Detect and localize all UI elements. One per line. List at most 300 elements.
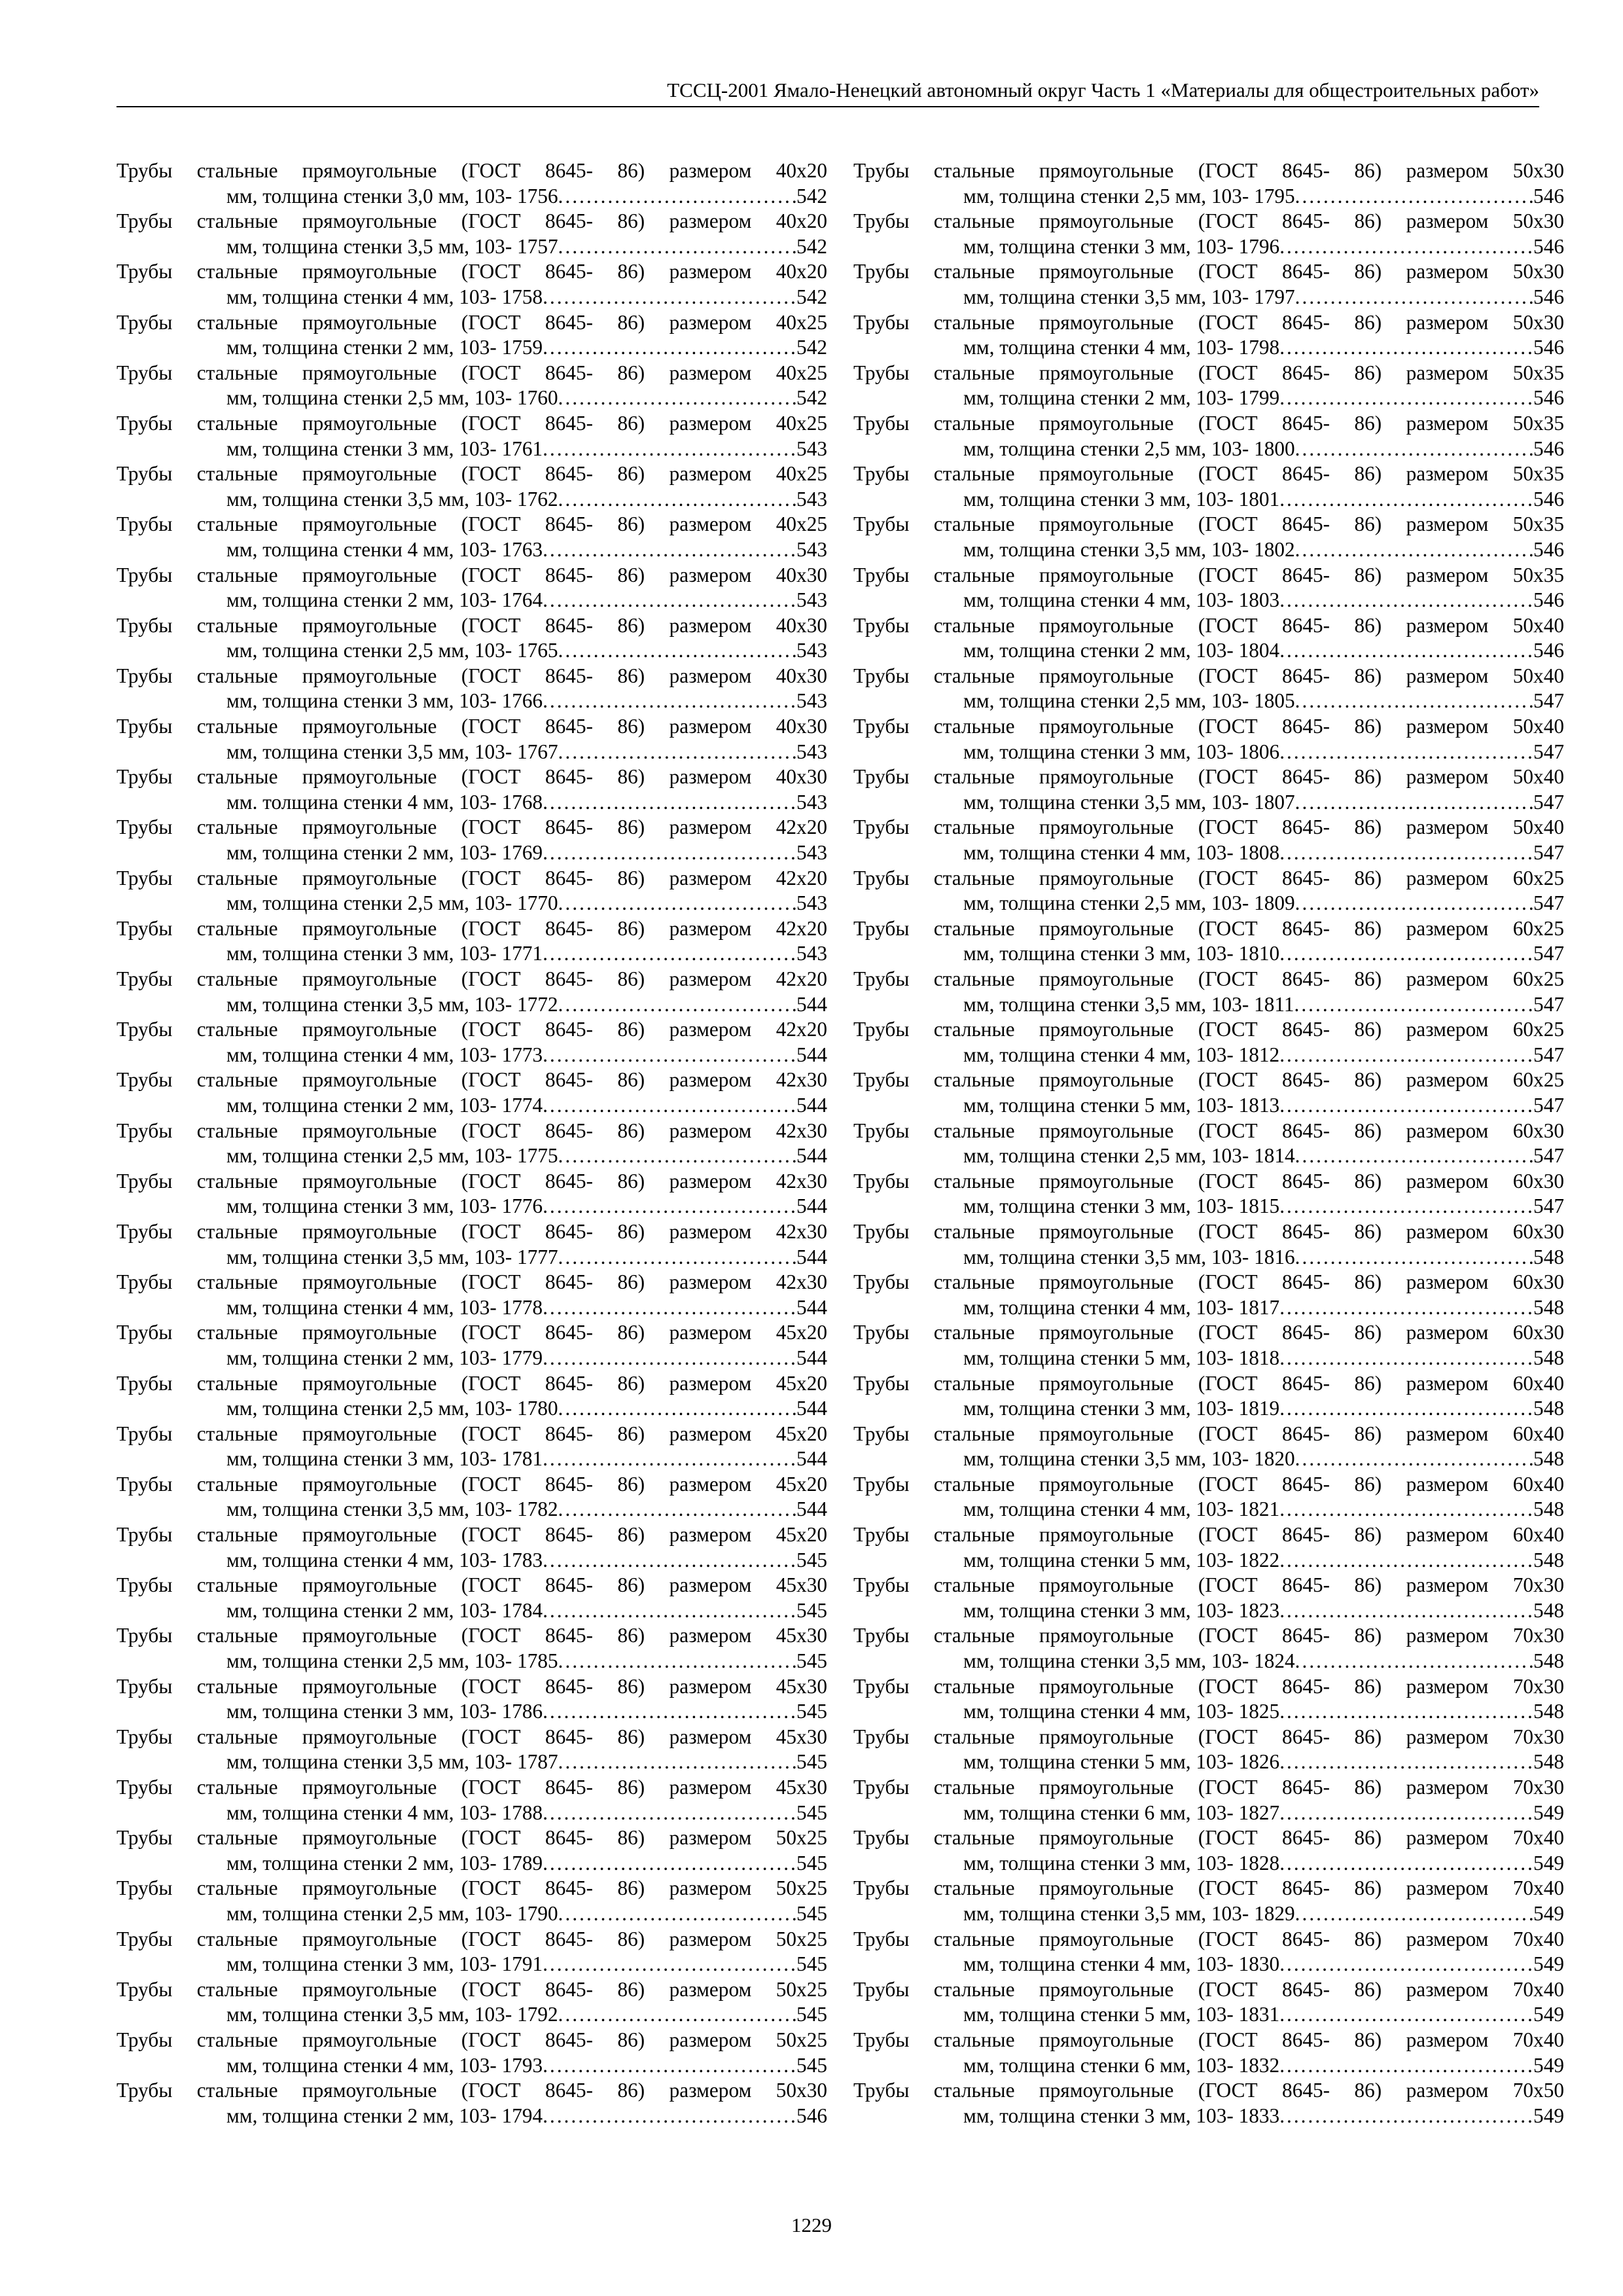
dot-leader	[558, 1497, 796, 1522]
dot-leader	[1279, 1952, 1533, 1977]
entry-detail-line	[853, 1194, 1564, 1219]
entry-title: Трубы стальные прямоугольные (ГОСТ 8645- 86) размером 40х25	[116, 462, 827, 486]
entry-title: Трубы стальные прямоугольные (ГОСТ 8645- 86) размером 45х30	[116, 1776, 827, 1799]
entry-detail: мм, толщина стенки 3 мм, 103- 1828	[963, 1851, 1280, 1874]
entry-title: Трубы стальные прямоугольные (ГОСТ 8645- 86) размером 50х40	[853, 664, 1564, 687]
dot-leader	[1279, 1295, 1533, 1321]
entry-title: Трубы стальные прямоугольные (ГОСТ 8645- 86) размером 70х40	[853, 1977, 1564, 2001]
dot-leader	[543, 941, 796, 967]
entry-detail-line	[116, 1598, 827, 1624]
entry-title: Трубы стальные прямоугольные (ГОСТ 8645- 86) размером 45х30	[116, 1674, 827, 1698]
index-entry	[853, 1067, 1564, 1118]
dot-leader	[1279, 2104, 1533, 2129]
entry-detail: мм, толщина стенки 3,5 мм, 103- 1772	[226, 992, 558, 1016]
entry-detail: мм, толщина стенки 6 мм, 103- 1827	[963, 1801, 1280, 1824]
entry-detail: мм, толщина стенки 2,5 мм, 103- 1790	[226, 1901, 558, 1925]
index-entry	[116, 2078, 827, 2128]
page-number: 1229	[791, 2214, 832, 2236]
entry-detail-line	[853, 1598, 1564, 1624]
entry-page-number: 545	[796, 1801, 827, 1824]
entry-detail: мм, толщина стенки 3,0 мм, 103- 1756	[226, 184, 558, 207]
dot-leader	[1295, 891, 1533, 916]
entry-title: Трубы стальные прямоугольные (ГОСТ 8645- 86) размером 70х30	[853, 1674, 1564, 1698]
entry-title: Трубы стальные прямоугольные (ГОСТ 8645- 86) размером 70х30	[853, 1573, 1564, 1597]
entry-detail-line	[116, 2053, 827, 2079]
dot-leader	[543, 588, 796, 613]
index-entry	[853, 613, 1564, 664]
entry-detail-line	[853, 992, 1564, 1018]
entry-detail: мм, толщина стенки 2 мм, 103- 1764	[226, 588, 543, 612]
entry-detail-line	[116, 1952, 827, 1977]
index-entry	[853, 1725, 1564, 1775]
dot-leader	[1279, 1699, 1533, 1725]
entry-detail: мм, толщина стенки 3 мм, 103- 1766	[226, 689, 543, 713]
entry-detail: мм, толщина стенки 2 мм, 103- 1794	[226, 2104, 543, 2127]
entry-detail-line	[853, 335, 1564, 361]
entry-page-number: 542	[796, 285, 827, 308]
entry-detail-line	[853, 184, 1564, 209]
entry-detail-line	[853, 1093, 1564, 1119]
index-entry	[853, 310, 1564, 361]
index-column-right	[853, 158, 1564, 2128]
dot-leader	[1295, 285, 1533, 310]
entry-title: Трубы стальные прямоугольные (ГОСТ 8645- 86) размером 60х30	[853, 1169, 1564, 1193]
entry-detail-line	[116, 184, 827, 209]
dot-leader	[543, 1295, 796, 1321]
dot-leader	[1279, 1497, 1533, 1522]
entry-detail-line	[853, 1952, 1564, 1977]
dot-leader	[543, 790, 796, 816]
entry-title: Трубы стальные прямоугольные (ГОСТ 8645- 86) размером 42х20	[116, 916, 827, 940]
entry-title: Трубы стальные прямоугольные (ГОСТ 8645- 86) размером 60х40	[853, 1472, 1564, 1496]
entry-page-number: 543	[796, 588, 827, 612]
entry-detail: мм, толщина стенки 3,5 мм, 103- 1787	[226, 1750, 558, 1774]
entry-detail: мм, толщина стенки 3,5 мм, 103- 1762	[226, 487, 558, 511]
entry-page-number: 546	[1533, 386, 1564, 410]
index-entry	[853, 1169, 1564, 1219]
entry-detail-line	[853, 1143, 1564, 1169]
entry-title: Трубы стальные прямоугольные (ГОСТ 8645- 86) размером 60х30	[853, 1270, 1564, 1294]
entry-title: Трубы стальные прямоугольные (ГОСТ 8645- 86) размером 70х30	[853, 1624, 1564, 1647]
entry-page-number: 543	[796, 790, 827, 814]
entry-page-number: 547	[1533, 891, 1564, 915]
entry-detail: мм, толщина стенки 4 мм, 103- 1783	[226, 1548, 543, 1571]
entry-title: Трубы стальные прямоугольные (ГОСТ 8645- 86) размером 42х20	[116, 967, 827, 990]
entry-page-number: 544	[796, 1043, 827, 1066]
entry-title: Трубы стальные прямоугольные (ГОСТ 8645- 86) размером 45х20	[116, 1321, 827, 1344]
entry-page-number: 547	[1533, 942, 1564, 965]
index-entry	[853, 2078, 1564, 2128]
index-column-left	[116, 158, 827, 2128]
index-entry	[116, 1472, 827, 1522]
entry-title: Трубы стальные прямоугольные (ГОСТ 8645- 86) размером 40х25	[116, 310, 827, 334]
entry-title: Трубы стальные прямоугольные (ГОСТ 8645- 86) размером 45х20	[116, 1371, 827, 1395]
index-entry	[116, 461, 827, 512]
dot-leader	[1279, 1851, 1533, 1876]
entry-detail: мм, толщина стенки 4 мм, 103- 1821	[963, 1498, 1280, 1521]
entry-detail: мм, толщина стенки 2,5 мм, 103- 1805	[963, 689, 1295, 713]
entry-page-number: 543	[796, 437, 827, 460]
entry-title: Трубы стальные прямоугольные (ГОСТ 8645- 86) размером 50х25	[116, 1826, 827, 1850]
index-entry	[116, 815, 827, 865]
entry-title: Трубы стальные прямоугольные (ГОСТ 8645- 86) размером 50х40	[853, 613, 1564, 637]
entry-page-number: 546	[1533, 487, 1564, 511]
entry-detail-line	[116, 2104, 827, 2129]
entry-page-number: 547	[1533, 992, 1564, 1016]
entry-detail: мм, толщина стенки 4 мм, 103- 1817	[963, 1295, 1280, 1319]
entry-detail: мм, толщина стенки 3,5 мм, 103- 1767	[226, 740, 558, 763]
entry-detail-line	[853, 638, 1564, 664]
entry-detail-line	[116, 2002, 827, 2028]
entry-detail: мм, толщина стенки 3 мм, 103- 1796	[963, 234, 1280, 258]
entry-detail-line	[116, 1245, 827, 1270]
entry-detail: мм, толщина стенки 5 мм, 103- 1826	[963, 1750, 1280, 1774]
entry-page-number: 549	[1533, 2003, 1564, 2026]
index-entry	[116, 916, 827, 967]
dot-leader	[1279, 2002, 1533, 2028]
entry-detail: мм, толщина стенки 2 мм, 103- 1789	[226, 1851, 543, 1874]
entry-title: Трубы стальные прямоугольные (ГОСТ 8645- 86) размером 40х30	[116, 715, 827, 738]
entry-detail-line	[853, 285, 1564, 310]
entry-detail-line	[116, 1043, 827, 1068]
entry-title: Трубы стальные прямоугольные (ГОСТ 8645- 86) размером 42х30	[116, 1068, 827, 1092]
entry-detail: мм, толщина стенки 3,5 мм, 103- 1802	[963, 537, 1295, 561]
entry-detail: мм, толщина стенки 2,5 мм, 103- 1785	[226, 1649, 558, 1673]
entry-detail-line	[853, 2104, 1564, 2129]
entry-detail-line	[116, 537, 827, 563]
entry-detail-line	[853, 941, 1564, 967]
entry-detail-line	[853, 740, 1564, 765]
index-entry	[853, 1674, 1564, 1725]
index-entry	[853, 967, 1564, 1017]
index-entry	[116, 1119, 827, 1169]
entry-page-number: 544	[796, 1447, 827, 1471]
index-entry	[116, 1725, 827, 1775]
index-entry	[116, 664, 827, 714]
entry-detail: мм, толщина стенки 2 мм, 103- 1779	[226, 1346, 543, 1369]
dot-leader	[543, 437, 796, 462]
entry-title: Трубы стальные прямоугольные (ГОСТ 8645- 86) размером 45х20	[116, 1422, 827, 1445]
entry-page-number: 544	[796, 1194, 827, 1218]
dot-leader	[1295, 184, 1533, 209]
dot-leader	[1279, 386, 1533, 411]
entry-title: Трубы стальные прямоугольные (ГОСТ 8645- 86) размером 50х25	[116, 1977, 827, 2001]
entry-detail: мм, толщина стенки 4 мм, 103- 1773	[226, 1043, 543, 1066]
entry-title: Трубы стальные прямоугольные (ГОСТ 8645- 86) размером 45х30	[116, 1573, 827, 1597]
header-title: ТССЦ-2001 Ямало-Ненецкий автономный округ Часть 1 «Материалы для общестроительных работ»	[667, 79, 1539, 101]
dot-leader	[543, 689, 796, 714]
entry-page-number: 548	[1533, 1750, 1564, 1774]
entry-detail-line	[853, 588, 1564, 613]
entry-page-number: 547	[1533, 1194, 1564, 1218]
entry-page-number: 548	[1533, 1598, 1564, 1622]
index-entry	[116, 1977, 827, 2028]
dot-leader	[1294, 992, 1534, 1018]
entry-detail: мм, толщина стенки 2,5 мм, 103- 1765	[226, 639, 558, 662]
dot-leader	[558, 740, 796, 765]
dot-leader	[1279, 740, 1533, 765]
entry-page-number: 544	[796, 1245, 827, 1268]
entry-page-number: 543	[796, 639, 827, 662]
entry-detail-line	[116, 1295, 827, 1321]
entry-title: Трубы стальные прямоугольные (ГОСТ 8645- 86) размером 42х30	[116, 1119, 827, 1142]
entry-title: Трубы стальные прямоугольные (ГОСТ 8645- 86) размером 40х20	[116, 260, 827, 283]
entry-detail-line	[116, 740, 827, 765]
entry-detail: мм, толщина стенки 4 мм, 103- 1825	[963, 1700, 1280, 1723]
entry-title: Трубы стальные прямоугольные (ГОСТ 8645- 86) размером 60х40	[853, 1523, 1564, 1547]
entry-page-number: 545	[796, 1851, 827, 1874]
entry-title: Трубы стальные прямоугольные (ГОСТ 8645- 86) размером 50х30	[853, 209, 1564, 233]
entry-detail: мм, толщина стенки 5 мм, 103- 1831	[963, 2003, 1280, 2026]
entry-page-number: 545	[796, 2003, 827, 2026]
entry-detail: мм, толщина стенки 3,5 мм, 103- 1782	[226, 1498, 558, 1521]
entry-page-number: 545	[796, 1952, 827, 1976]
index-entry	[853, 209, 1564, 259]
entry-title: Трубы стальные прямоугольные (ГОСТ 8645- 86) размером 70х30	[853, 1725, 1564, 1748]
entry-title: Трубы стальные прямоугольные (ГОСТ 8645- 86) размером 42х30	[116, 1169, 827, 1193]
dot-leader	[543, 285, 796, 310]
entry-page-number: 542	[796, 336, 827, 359]
entry-detail: мм, толщина стенки 3 мм, 103- 1786	[226, 1700, 543, 1723]
entry-title: Трубы стальные прямоугольные (ГОСТ 8645- 86) размером 60х25	[853, 866, 1564, 889]
index-entry	[116, 411, 827, 461]
index-entry	[116, 1775, 827, 1825]
entry-detail-line	[853, 1851, 1564, 1876]
entry-detail-line	[116, 840, 827, 866]
dot-leader	[1279, 638, 1533, 664]
index-entry	[116, 613, 827, 664]
entry-detail-line	[853, 790, 1564, 816]
entry-page-number: 547	[1533, 841, 1564, 865]
entry-page-number: 549	[1533, 2053, 1564, 2077]
dot-leader	[1295, 1446, 1533, 1472]
entry-detail: мм, толщина стенки 2,5 мм, 103- 1775	[226, 1144, 558, 1168]
entry-title: Трубы стальные прямоугольные (ГОСТ 8645- 86) размером 42х20	[116, 816, 827, 839]
index-entry	[116, 1674, 827, 1725]
entry-detail: мм, толщина стенки 3,5 мм, 103- 1816	[963, 1245, 1295, 1268]
entry-page-number: 544	[796, 1093, 827, 1117]
entry-detail: мм, толщина стенки 4 мм, 103- 1778	[226, 1295, 543, 1319]
index-entry	[853, 1927, 1564, 1977]
entry-detail: мм, толщина стенки 2 мм, 103- 1759	[226, 336, 543, 359]
entry-detail-line	[853, 689, 1564, 714]
entry-detail: мм, толщина стенки 3 мм, 103- 1833	[963, 2104, 1280, 2127]
entry-detail-line	[853, 1295, 1564, 1321]
entry-page-number: 549	[1533, 1901, 1564, 1925]
entry-title: Трубы стальные прямоугольные (ГОСТ 8645- 86) размером 40х30	[116, 765, 827, 789]
index-entry	[116, 310, 827, 361]
entry-detail: мм, толщина стенки 2,5 мм, 103- 1780	[226, 1397, 558, 1420]
entry-detail: мм, толщина стенки 3,5 мм, 103- 1829	[963, 1901, 1295, 1925]
entry-detail: мм, толщина стенки 2 мм, 103- 1769	[226, 841, 543, 865]
index-entry	[853, 1371, 1564, 1422]
entry-title: Трубы стальные прямоугольные (ГОСТ 8645- 86) размером 42х20	[116, 1018, 827, 1041]
dot-leader	[1279, 1548, 1533, 1573]
entry-page-number: 548	[1533, 1397, 1564, 1420]
index-entry	[853, 411, 1564, 461]
entry-page-number: 548	[1533, 1649, 1564, 1673]
dot-leader	[543, 335, 796, 361]
entry-page-number: 545	[796, 2053, 827, 2077]
entry-detail-line	[853, 487, 1564, 512]
entry-title: Трубы стальные прямоугольные (ГОСТ 8645- 86) размером 60х25	[853, 967, 1564, 990]
entry-page-number: 546	[1533, 639, 1564, 662]
entry-page-number: 545	[796, 1750, 827, 1774]
index-entry	[116, 866, 827, 916]
entry-detail: мм, толщина стенки 5 мм, 103- 1822	[963, 1548, 1280, 1571]
entry-page-number: 544	[796, 1397, 827, 1420]
index-entry	[116, 1573, 827, 1623]
entry-page-number: 548	[1533, 1295, 1564, 1319]
entry-page-number: 548	[1533, 1346, 1564, 1369]
entry-detail-line	[853, 386, 1564, 411]
entry-detail: мм, толщина стенки 4 мм, 103- 1808	[963, 841, 1280, 865]
entry-title: Трубы стальные прямоугольные (ГОСТ 8645- 86) размером 40х30	[116, 664, 827, 687]
entry-detail: мм, толщина стенки 3 мм, 103- 1823	[963, 1598, 1280, 1622]
entry-title: Трубы стальные прямоугольные (ГОСТ 8645- 86) размером 40х20	[116, 159, 827, 182]
dot-leader	[558, 386, 796, 411]
dot-leader	[1295, 689, 1533, 714]
index-entry	[116, 1876, 827, 1926]
entry-page-number: 546	[1533, 336, 1564, 359]
entry-page-number: 547	[1533, 790, 1564, 814]
entry-title: Трубы стальные прямоугольные (ГОСТ 8645- 86) размером 70х40	[853, 2028, 1564, 2051]
dot-leader	[543, 537, 796, 563]
dot-leader	[543, 1346, 796, 1371]
entry-title: Трубы стальные прямоугольные (ГОСТ 8645- 86) размером 45х30	[116, 1624, 827, 1647]
entry-title: Трубы стальные прямоугольные (ГОСТ 8645- 86) размером 50х35	[853, 411, 1564, 435]
entry-title: Трубы стальные прямоугольные (ГОСТ 8645- 86) размером 45х20	[116, 1523, 827, 1547]
entry-detail: мм, толщина стенки 4 мм, 103- 1798	[963, 336, 1280, 359]
entry-page-number: 544	[796, 992, 827, 1016]
entry-detail-line	[116, 1194, 827, 1219]
index-entry	[853, 1320, 1564, 1371]
dot-leader	[1279, 1043, 1533, 1068]
entry-detail: мм, толщина стенки 4 мм, 103- 1830	[963, 1952, 1280, 1976]
entry-page-number: 549	[1533, 1952, 1564, 1976]
dot-leader	[1279, 840, 1533, 866]
entry-page-number: 548	[1533, 1700, 1564, 1723]
entry-detail: мм, толщина стенки 2 мм, 103- 1804	[963, 639, 1280, 662]
index-entry	[853, 512, 1564, 562]
entry-title: Трубы стальные прямоугольные (ГОСТ 8645- 86) размером 60х40	[853, 1422, 1564, 1445]
index-entry	[116, 1422, 827, 1472]
entry-title: Трубы стальные прямоугольные (ГОСТ 8645- 86) размером 45х30	[116, 1725, 827, 1748]
index-entry	[853, 1119, 1564, 1169]
dot-leader	[558, 234, 796, 260]
entry-detail: мм, толщина стенки 3 мм, 103- 1771	[226, 942, 543, 965]
index-entry	[116, 1320, 827, 1371]
entry-page-number: 545	[796, 1598, 827, 1622]
dot-leader	[1295, 1143, 1533, 1169]
entry-page-number: 545	[796, 1901, 827, 1925]
index-entry	[116, 563, 827, 613]
dot-leader	[1279, 941, 1533, 967]
entry-page-number: 546	[1533, 437, 1564, 460]
entry-detail-line	[853, 1446, 1564, 1472]
entry-detail: мм, толщина стенки 6 мм, 103- 1832	[963, 2053, 1280, 2077]
index-entry	[116, 1927, 827, 1977]
index-entry	[116, 1219, 827, 1270]
entry-detail: мм, толщина стенки 2,5 мм, 103- 1800	[963, 437, 1295, 460]
dot-leader	[543, 1194, 796, 1219]
dot-leader	[558, 1245, 796, 1270]
entry-detail-line	[853, 537, 1564, 563]
dot-leader	[558, 1749, 796, 1775]
entry-page-number: 543	[796, 942, 827, 965]
entry-detail-line	[116, 1548, 827, 1573]
entry-title: Трубы стальные прямоугольные (ГОСТ 8645- 86) размером 70х40	[853, 1876, 1564, 1900]
entry-detail-line	[116, 234, 827, 260]
index-entry	[853, 916, 1564, 967]
index-entry	[116, 209, 827, 259]
entry-page-number: 544	[796, 1144, 827, 1168]
entry-detail: мм, толщина стенки 3 мм, 103- 1806	[963, 740, 1280, 763]
entry-title: Трубы стальные прямоугольные (ГОСТ 8645- 86) размером 40х30	[116, 613, 827, 637]
entry-detail-line	[116, 1497, 827, 1522]
index-entry	[116, 1522, 827, 1573]
index-entry	[116, 967, 827, 1017]
entry-page-number: 547	[1533, 740, 1564, 763]
entry-title: Трубы стальные прямоугольные (ГОСТ 8645- 86) размером 50х25	[116, 1927, 827, 1950]
entry-title: Трубы стальные прямоугольные (ГОСТ 8645- 86) размером 42х30	[116, 1270, 827, 1294]
entry-title: Трубы стальные прямоугольные (ГОСТ 8645- 86) размером 50х30	[853, 310, 1564, 334]
entry-detail-line	[853, 1043, 1564, 1068]
entry-title: Трубы стальные прямоугольные (ГОСТ 8645- 86) размером 70х30	[853, 1776, 1564, 1799]
entry-detail: мм, толщина стенки 3,5 мм, 103- 1811	[963, 992, 1294, 1016]
dot-leader	[558, 184, 796, 209]
entry-title: Трубы стальные прямоугольные (ГОСТ 8645- 86) размером 45х20	[116, 1472, 827, 1496]
index-entry	[853, 815, 1564, 865]
entry-detail-line	[853, 1548, 1564, 1573]
dot-leader	[543, 2104, 796, 2129]
index-entry	[853, 2028, 1564, 2078]
entry-page-number: 546	[1533, 285, 1564, 308]
entry-detail: мм, толщина стенки 3 мм, 103- 1819	[963, 1397, 1280, 1420]
entry-page-number: 548	[1533, 1245, 1564, 1268]
entry-detail: мм, толщина стенки 3,5 мм, 103- 1807	[963, 790, 1295, 814]
entry-detail-line	[116, 689, 827, 714]
entry-page-number: 546	[796, 2104, 827, 2127]
entry-title: Трубы стальные прямоугольные (ГОСТ 8645- 86) размером 60х30	[853, 1119, 1564, 1142]
entry-detail: мм, толщина стенки 4 мм, 103- 1758	[226, 285, 543, 308]
dot-leader	[543, 1446, 796, 1472]
index-entry	[116, 2028, 827, 2078]
entry-title: Трубы стальные прямоугольные (ГОСТ 8645- 86) размером 50х35	[853, 361, 1564, 384]
entry-detail-line	[116, 790, 827, 816]
entry-page-number: 549	[1533, 1801, 1564, 1824]
dot-leader	[1295, 1245, 1533, 1270]
entry-page-number: 546	[1533, 184, 1564, 207]
entry-detail: мм, толщина стенки 2,5 мм, 103- 1760	[226, 386, 558, 410]
entry-detail: мм, толщина стенки 3,5 мм, 103- 1792	[226, 2003, 558, 2026]
entry-detail-line	[116, 487, 827, 512]
entry-page-number: 543	[796, 891, 827, 915]
entry-title: Трубы стальные прямоугольные (ГОСТ 8645- 86) размером 40х25	[116, 361, 827, 384]
entry-detail: мм, толщина стенки 3,5 мм, 103- 1824	[963, 1649, 1295, 1673]
entry-title: Трубы стальные прямоугольные (ГОСТ 8645- 86) размером 50х25	[116, 2028, 827, 2051]
entry-page-number: 548	[1533, 1548, 1564, 1571]
index-entry	[116, 158, 827, 209]
entry-detail-line	[116, 1143, 827, 1169]
entry-title: Трубы стальные прямоугольные (ГОСТ 8645- 86) размером 42х20	[116, 866, 827, 889]
entry-title: Трубы стальные прямоугольные (ГОСТ 8645- 86) размером 70х40	[853, 1927, 1564, 1950]
entry-page-number: 547	[1533, 1093, 1564, 1117]
entry-page-number: 542	[796, 386, 827, 410]
entry-detail: мм, толщина стенки 4 мм, 103- 1793	[226, 2053, 543, 2077]
entry-detail: мм, толщина стенки 4 мм, 103- 1812	[963, 1043, 1280, 1066]
dot-leader	[1279, 1801, 1533, 1826]
